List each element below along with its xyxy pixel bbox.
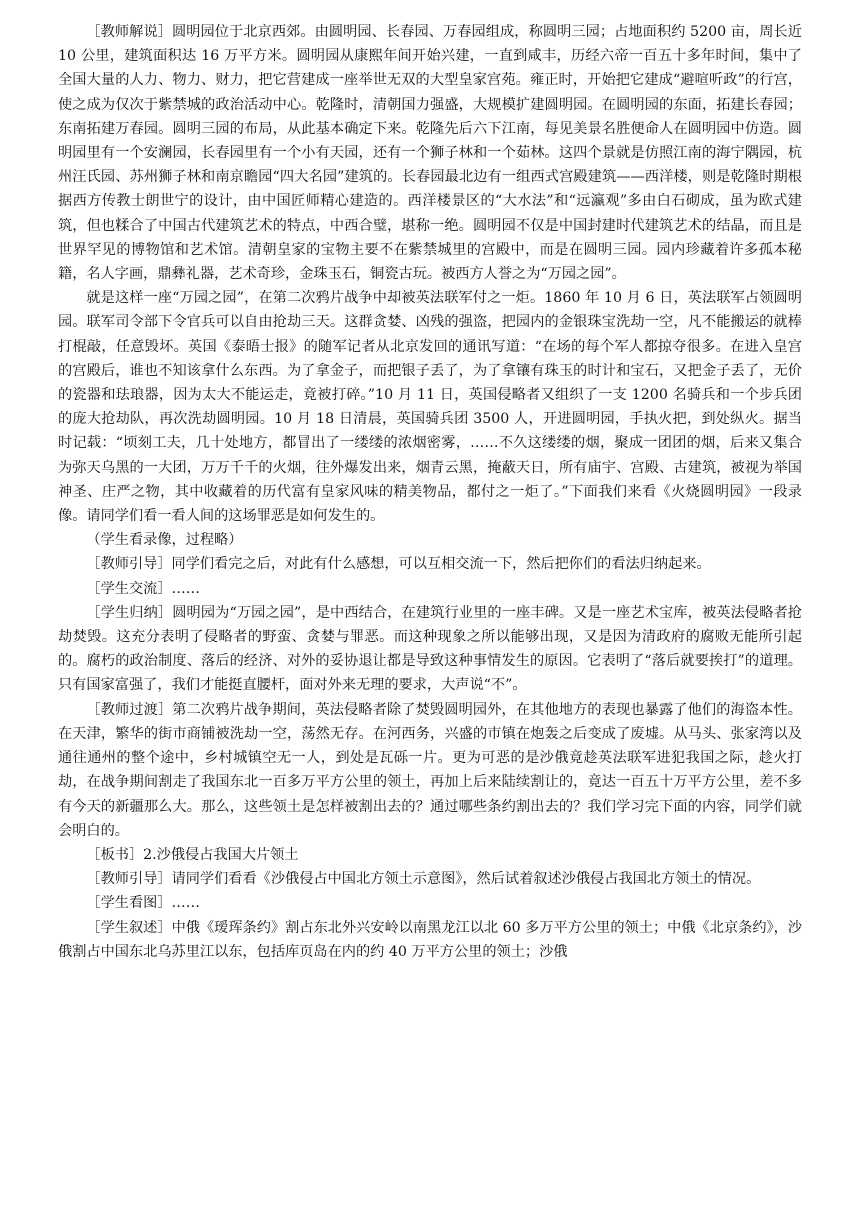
paragraph-teacher-guide-1: ［教师引导］同学们看完之后，对此有什么感想，可以互相交流一下，然后把你们的看法归纳起来。	[86, 556, 711, 573]
paragraph-teacher-transition: ［教师过渡］第二次鸦片战争期间，英法侵略者除了焚毁圆明园外，在其他地方的表现也暴露了他们的海盗本性。在天津，繁华的街市商铺被洗劫一空，荡然无存。在河西务，兴盛的市镇在炮轰之后变成了废墟。从马头、张家湾以及通往通州的整个途中，乡村城镇空无一人，到处是瓦砾一片。更为可恶的是沙俄竟趁英法联军进犯我国之际，趁火打劫，在战争期间割走了我国东北一百多万平方公里的领土，再加上后来陆续割让的，竟达一百五十万平方公里，差不多有今天的新疆那么大。那么，这些领土是怎样被割出去的？通过哪些条约割出去的？我们学习完下面的内容，同学们就会明白的。	[58, 701, 802, 839]
paragraph-student-exchange: ［学生交流］……	[86, 580, 200, 597]
paragraph-blackboard: ［板书］2.沙俄侵占我国大片领土	[86, 846, 299, 863]
paragraph-student-watch-video: （学生看录像，过程略）	[86, 532, 243, 549]
paragraph-burning-narrative: 就是这样一座“万园之园”，在第二次鸦片战争中却被英法联军付之一炬。1860 年 10 月 6 日，英法联军占领圆明园。联军司令部下令官兵可以自由抢劫三天。这群贪婪、凶残的强盗，把园内的金银珠宝洗劫一空，凡不能搬运的就棒打棍敲，任意毁坏。英国《泰晤士报》的随军记者从北京发回的通讯写道：“在场的每个军人都掠夺很多。在进入皇宫的宫殿后，谁也不知该拿什么东西。为了拿金子，而把银子丢了，为了拿镶有珠玉的时计和宝石，又把金子丢了，无价的瓷器和珐琅器，因为太大不能运走，竟被打碎。”10 月 11 日，英国侵略者又组织了一支 1200 名骑兵和一个步兵团的庞大抢劫队，再次洗劫圆明园。10 月 18 日清晨，英国骑兵团 3500 人，开进圆明园，手执火把，到处纵火。据当时记载：“顷刻工夫，几十处地方，都冒出了一缕缕的浓烟密雾，……不久这缕缕的烟，聚成一团团的烟，后来又集合为弥天乌黑的一大团，万万千千的火烟，往外爆发出来，烟青云黑，掩蔽天日，所有庙宇、宫殿、古建筑，被视为举国神圣、庄严之物，其中收藏着的历代富有皇家风味的精美物品，都付之一炬了。”下面我们来看《火烧圆明园》一段录像。请同学们看一看人间的这场罪恶是如何发生的。	[58, 290, 802, 525]
paragraph-student-narration: ［学生叙述］中俄《瑷珲条约》割占东北外兴安岭以南黑龙江以北 60 多万平方公里的领土；中俄《北京条约》，沙俄割占中国东北乌苏里江以东，包括库页岛在内的约 40 万平方公里的领土；沙俄	[58, 919, 802, 960]
paragraph-teacher-explanation: ［教师解说］圆明园位于北京西郊。由圆明园、长春园、万春园组成，称圆明三园；占地面积约 5200 亩，周长近 10 公里，建筑面积达 16 万平方米。圆明园从康熙年间开始兴建，一直到咸丰，历经六帝一百五十多年时间，集中了全国大量的人力、物力、财力，把它营建成一座举世无双的大型皇家宫苑。雍正时，开始把它建成“避喧听政”的行宫，使之成为仅次于紫禁城的政治活动中心。乾隆时，清朝国力强盛，大规模扩建圆明园。在圆明园的东面，拓建长春园；东南拓建万春园。圆明三园的布局，从此基本确定下来。乾隆先后六下江南，每见美景名胜便命人在圆明园中仿造。圆明园里有一个安澜园，长春园里有一个小有天园，还有一个狮子林和一个茹林。这四个景就是仿照江南的海宁隅园，杭州汪氏园、苏州狮子林和南京瞻园“四大名园”建筑的。长春园最北边有一组西式宫殿建筑——西洋楼，则是乾隆时期根据西方传教士朗世宁的设计，由中国匠师精心建造的。西洋楼景区的“大水法”和“远瀛观”多由白石砌成，虽为欧式建筑，但也糅合了中国古代建筑艺术的特点，中西合璧，堪称一绝。圆明园不仅是中国封建时代建筑艺术的结晶，而且是世界罕见的博物馆和艺术馆。清朝皇家的宝物主要不在紫禁城里的宫殿中，而是在圆明三园。园内珍藏着许多孤本秘籍，名人字画，鼎彝礼器，艺术奇珍，金珠玉石，铜瓷古玩。被西方人誉之为“万园之园”。	[58, 24, 802, 283]
paragraph-teacher-guide-2: ［教师引导］请同学们看看《沙俄侵占中国北方领土示意图》，然后试着叙述沙俄侵占我国北方领土的情况。	[86, 871, 761, 888]
paragraph-student-view-map: ［学生看图］……	[86, 895, 200, 912]
paragraph-student-summary: ［学生归纳］圆明园为“万园之园”，是中西结合，在建筑行业里的一座丰碑。又是一座艺术宝库，被英法侵略者抢劫焚毁。这充分表明了侵略者的野蛮、贪婪与罪恶。而这种现象之所以能够出现，又是因为清政府的腐败无能所引起的。腐朽的政治制度、落后的经济、对外的妥协退让都是导致这种事情发生的原因。它表明了“落后就要挨打”的道理。只有国家富强了，我们才能挺直腰杆，面对外来无理的要求，大声说“不”。	[58, 604, 802, 694]
